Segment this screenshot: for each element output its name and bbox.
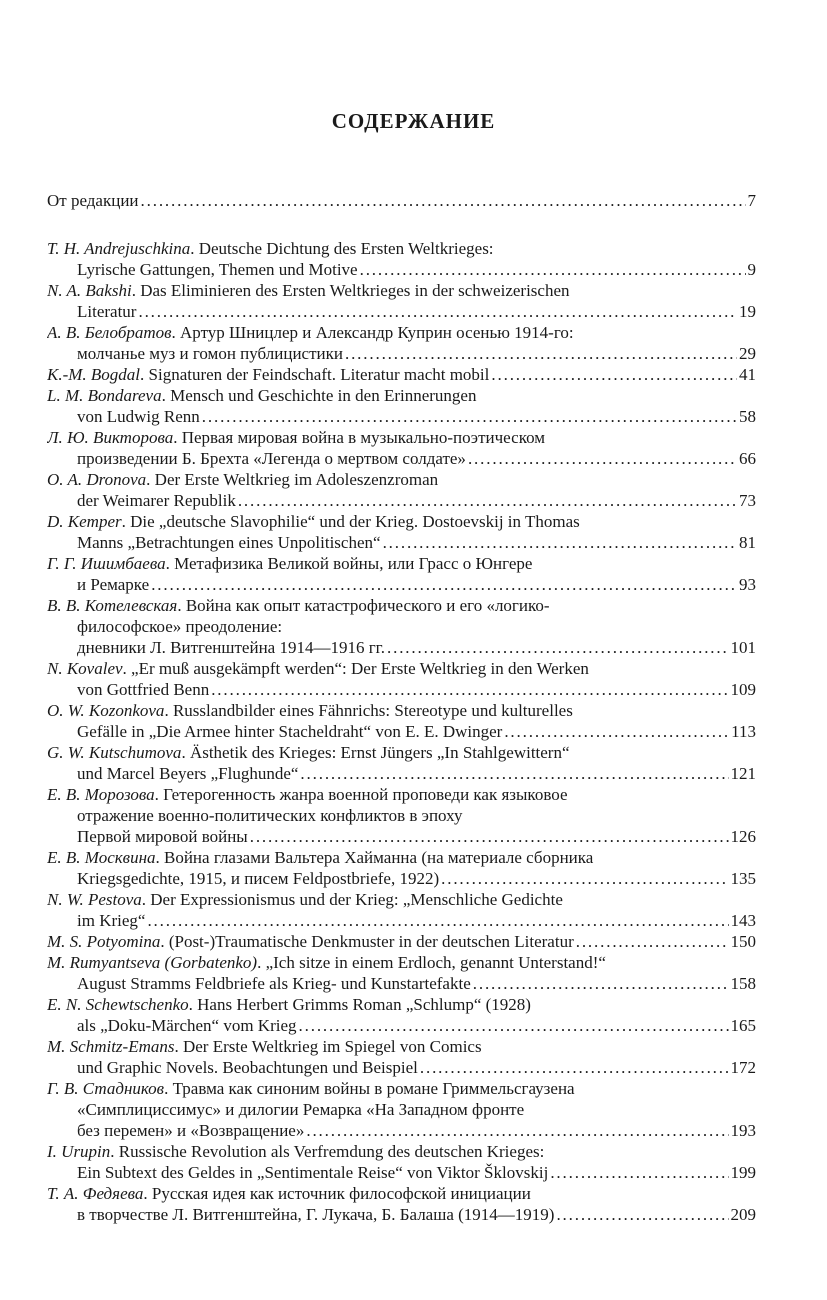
toc-page-number: 121: [730, 764, 756, 783]
toc-leader-dots: [491, 364, 737, 385]
toc-leader-dots: [306, 1120, 728, 1141]
toc-title-text: . Russische Revolution als Verfremdung des deutschen Krieges:: [110, 1142, 545, 1161]
toc-entry-line: [47, 427, 756, 448]
toc-entry-line: [47, 385, 756, 406]
toc-title-text: в творчестве Л. Витгенштейна, Г. Лукача, Б. Балаша (1914—1919): [77, 1205, 555, 1224]
toc-title-text: und Graphic Novels. Beobachtungen und Beispiel: [77, 1058, 418, 1077]
toc-author: T. H. Andrejuschkina: [47, 239, 191, 258]
toc-entry[interactable]: [47, 994, 756, 1036]
toc-title-text: . (Post-)Traumatische Denkmuster in der deutschen Literatur: [160, 932, 574, 951]
toc-entry-line: [47, 406, 756, 427]
toc-page-number: 101: [730, 638, 756, 657]
toc-author: O. A. Dronova: [47, 470, 147, 489]
toc-leader-dots: [147, 910, 728, 931]
toc-entry[interactable]: [47, 1078, 756, 1141]
toc-title-text: . Mensch und Geschichte in den Erinnerungen: [161, 386, 477, 405]
toc-title-text: . Гетерогенность жанра военной проповеди как языковое: [154, 785, 568, 804]
toc-entry-line: [47, 280, 756, 301]
toc-entry-line: [47, 1036, 756, 1057]
toc-entry-line: [47, 1078, 756, 1099]
toc-page-number: 9: [747, 260, 756, 279]
toc-entry-line: [47, 889, 756, 910]
toc-leader-dots: [299, 1015, 729, 1036]
toc-leader-dots: [473, 973, 729, 994]
toc-entry-line: [47, 1162, 756, 1183]
toc-author: N. A. Bakshi: [47, 281, 132, 300]
toc-entry-line: [47, 595, 756, 616]
toc-entry[interactable]: [47, 238, 756, 280]
toc-page-number: 58: [739, 407, 756, 426]
toc-entry[interactable]: [47, 322, 756, 364]
toc-author: M. Rumyantseva (Gorbatenko): [47, 953, 258, 972]
toc-leader-dots: [383, 532, 737, 553]
toc-page-number: 19: [739, 302, 756, 321]
toc-entry-line: [47, 259, 756, 280]
toc-entry[interactable]: [47, 1141, 756, 1183]
toc-title-text: . Артур Шницлер и Александр Куприн осенью 1914-го:: [171, 323, 574, 342]
toc-title-text: . Der Erste Weltkrieg im Adoleszenzroman: [146, 470, 439, 489]
toc-page-number: 93: [739, 575, 756, 594]
toc-leader-dots: [420, 1057, 729, 1078]
toc-page-number: 150: [730, 932, 756, 951]
toc-entry[interactable]: [47, 847, 756, 889]
toc-page-number: 7: [747, 191, 756, 210]
toc-leader-dots: [300, 763, 728, 784]
toc-title-text: . Русская идея как источник философской инициации: [143, 1184, 531, 1203]
toc-author: M. Schmitz-Emans: [47, 1037, 175, 1056]
toc-entry-line: [47, 679, 756, 700]
toc-title-text: der Weimarer Republik: [77, 491, 236, 510]
toc-entry-line: [47, 343, 756, 364]
toc-title-text: произведении Б. Брехта «Легенда о мертвом солдате»: [77, 449, 466, 468]
toc-leader-dots: [345, 343, 737, 364]
toc-title-text: von Gottfried Benn: [77, 680, 210, 699]
toc-page-number: 81: [739, 533, 756, 552]
toc-leader-dots: [441, 868, 728, 889]
toc-leader-dots: [576, 931, 729, 952]
toc-leader-dots: [550, 1162, 728, 1183]
toc-entry[interactable]: [47, 1183, 756, 1225]
toc-title-text: . Russlandbilder eines Fähnrichs: Stereotype und kulturelles: [164, 701, 573, 720]
toc-entry[interactable]: [47, 1036, 756, 1078]
toc-entry-line: [47, 511, 756, 532]
toc-page-number: 29: [739, 344, 756, 363]
toc-author: N. W. Pestova: [47, 890, 142, 909]
toc-title-text: Lyrische Gattungen, Themen und Motive: [77, 260, 358, 279]
toc-entry-line: [47, 1015, 756, 1036]
toc-author: L. M. Bondareva: [47, 386, 162, 405]
toc-entry-line: [47, 658, 756, 679]
toc-title-text: im Krieg“: [77, 911, 146, 930]
toc-entry[interactable]: [47, 511, 756, 553]
toc-page-number: 135: [730, 869, 756, 888]
toc-author: N. Kovalev: [47, 659, 123, 678]
toc-title-text: . Метафизика Великой войны, или Грасс о Юнгере: [165, 554, 533, 573]
toc-entry[interactable]: [47, 700, 756, 742]
toc-entry[interactable]: [47, 190, 756, 211]
toc-page-number: 66: [739, 449, 756, 468]
toc-entry-line: [47, 742, 756, 763]
toc-title-text: Ein Subtext des Geldes in „Sentimentale Reise“ von Viktor Šklovskij: [77, 1163, 549, 1182]
toc-title-text: молчанье муз и гомон публицистики: [77, 344, 343, 363]
toc-entry-line: [47, 301, 756, 322]
toc-author: А. В. Белобратов: [47, 323, 172, 342]
toc-leader-dots: [360, 259, 746, 280]
toc-title-text: . Война как опыт катастрофического и его «логико-: [177, 596, 550, 615]
toc-entry-line: [47, 847, 756, 868]
toc-title-text: и Ремарке: [77, 575, 150, 594]
toc-page-number: 126: [730, 827, 756, 846]
toc-page-number: 158: [730, 974, 756, 993]
toc-leader-dots: [151, 574, 737, 595]
toc-title-text: Manns „Betrachtungen eines Unpolitischen“: [77, 533, 381, 552]
toc-entry-line: [47, 637, 756, 658]
toc-entry-line: [47, 1120, 756, 1141]
toc-entry-line: [47, 910, 756, 931]
toc-entry-line: [47, 1204, 756, 1225]
toc-entry-line: [47, 784, 756, 805]
toc-page-number: 209: [730, 1205, 756, 1224]
toc-entry-line: [47, 190, 756, 211]
toc-entry[interactable]: [47, 553, 756, 595]
toc-entry[interactable]: [47, 784, 756, 847]
toc-entry-line: [47, 994, 756, 1015]
toc-entry[interactable]: [47, 658, 756, 700]
toc-title-text: отражение военно-политических конфликтов в эпоху: [77, 806, 463, 825]
toc-entry[interactable]: [47, 931, 756, 952]
toc-entry-line: [47, 532, 756, 553]
toc-author: Л. Ю. Викторова: [47, 428, 174, 447]
toc-entry-line: [47, 1183, 756, 1204]
toc-title-text: Gefälle in „Die Armee hinter Stacheldraht“ von E. E. Dwinger: [77, 722, 503, 741]
toc-list: [47, 190, 756, 1225]
toc-leader-dots: [250, 826, 729, 847]
toc-page-number: 165: [730, 1016, 756, 1035]
toc-title-text: Literatur: [77, 302, 137, 321]
toc-author: В. В. Котелевская: [47, 596, 178, 615]
toc-title-text: без перемен» и «Возвращение»: [77, 1121, 305, 1140]
toc-title-text: . Signaturen der Feindschaft. Literatur macht mobil: [140, 365, 490, 384]
toc-title-text: . Der Erste Weltkrieg im Spiegel von Comics: [174, 1037, 482, 1056]
toc-title-text: Первой мировой войны: [77, 827, 248, 846]
toc-entry[interactable]: [47, 595, 756, 658]
toc-author: Г. В. Стадников: [47, 1079, 165, 1098]
toc-title-text: August Stramms Feldbriefe als Krieg- und Kunstartefakte: [77, 974, 471, 993]
toc-entry-line: [47, 364, 756, 385]
toc-entry[interactable]: [47, 385, 756, 427]
toc-author: Т. А. Федяева: [47, 1184, 144, 1203]
toc-entry-line: [47, 763, 756, 784]
toc-page-number: 199: [730, 1163, 756, 1182]
toc-entry-line: [47, 805, 756, 826]
toc-title-text: . Первая мировая война в музыкально-поэтическом: [173, 428, 546, 447]
toc-title-text: . Deutsche Dichtung des Ersten Weltkrieges:: [190, 239, 494, 258]
toc-entry[interactable]: [47, 280, 756, 322]
toc-author: Е. В. Москвина: [47, 848, 156, 867]
toc-leader-dots: [211, 679, 728, 700]
toc-page-number: 109: [730, 680, 756, 699]
toc-entry-line: [47, 1141, 756, 1162]
toc-title-text: дневники Л. Витгенштейна 1914—1916 гг.: [77, 638, 385, 657]
toc-entry[interactable]: [47, 364, 756, 385]
toc-entry-line: [47, 721, 756, 742]
toc-page-number: 143: [730, 911, 756, 930]
toc-entry-line: [47, 238, 756, 259]
toc-leader-dots: [556, 1204, 728, 1225]
toc-entry[interactable]: [47, 469, 756, 511]
toc-title-text: . Ästhetik des Krieges: Ernst Jüngers „In Stahlgewittern“: [181, 743, 570, 762]
toc-entry-line: [47, 868, 756, 889]
toc-title-text: философское» преодоление:: [77, 617, 283, 636]
toc-author: M. S. Potyomina: [47, 932, 161, 951]
toc-author: E. N. Schewtschenko: [47, 995, 189, 1014]
toc-title-text: . Травма как синоним войны в романе Гриммельсгаузена: [164, 1079, 575, 1098]
toc-entry-line: [47, 931, 756, 952]
toc-leader-dots: [238, 490, 737, 511]
toc-leader-dots: [468, 448, 737, 469]
toc-entry-line: [47, 553, 756, 574]
toc-entry-line: [47, 1099, 756, 1120]
toc-page-number: 73: [739, 491, 756, 510]
toc-entry-line: [47, 490, 756, 511]
toc-title-text: Kriegsgedichte, 1915, и писем Feldpostbriefe, 1922): [77, 869, 440, 888]
toc-entry[interactable]: [47, 427, 756, 469]
toc-title-text: . „Er muß ausgekämpft werden“: Der Erste Weltkrieg in den Werken: [122, 659, 589, 678]
toc-author: D. Kemper: [47, 512, 122, 531]
toc-page-number: 172: [730, 1058, 756, 1077]
toc-title-text: . „Ich sitze in einem Erdloch, genannt Unterstand!“: [257, 953, 606, 972]
toc-entry-line: [47, 469, 756, 490]
toc-leader-dots: [387, 637, 729, 658]
toc-title-text: . Das Eliminieren des Ersten Weltkrieges in der schweizerischen: [131, 281, 570, 300]
toc-page-number: 41: [739, 365, 756, 384]
toc-author: Г. Г. Ишимбаева: [47, 554, 166, 573]
toc-entry[interactable]: [47, 889, 756, 931]
toc-entry-line: [47, 952, 756, 973]
toc-title-text: . Die „deutsche Slavophilie“ und der Krieg. Dostoevskij in Thomas: [121, 512, 580, 531]
toc-entry-line: [47, 448, 756, 469]
toc-leader-dots: [202, 406, 737, 427]
toc-leader-dots: [141, 190, 746, 211]
toc-entry-line: [47, 826, 756, 847]
toc-title-text: . Hans Herbert Grimms Roman „Schlump“ (1928): [188, 995, 531, 1014]
toc-page-number: 113: [731, 722, 756, 741]
toc-title-text: und Marcel Beyers „Flughunde“: [77, 764, 299, 783]
toc-title-text: . Война глазами Вальтера Хайманна (на материале сборника: [155, 848, 594, 867]
toc-page-number: 193: [730, 1121, 756, 1140]
toc-entry-line: [47, 973, 756, 994]
toc-title-text: «Симплициссимус» и дилогии Ремарка «На Западном фронте: [77, 1100, 525, 1119]
toc-entry-line: [47, 322, 756, 343]
toc-leader-dots: [504, 721, 729, 742]
toc-title-text: von Ludwig Renn: [77, 407, 200, 426]
toc-author: K.-M. Bogdal: [47, 365, 141, 384]
toc-title-text: als „Doku-Märchen“ vom Krieg: [77, 1016, 297, 1035]
toc-author: G. W. Kutschumova: [47, 743, 182, 762]
toc-leader-dots: [138, 301, 737, 322]
page-title: СОДЕРЖАНИЕ: [331, 109, 496, 133]
toc-entry[interactable]: [47, 952, 756, 994]
toc-title-text: . Der Expressionismus und der Krieg: „Menschliche Gedichte: [141, 890, 563, 909]
toc-entry-line: [47, 1057, 756, 1078]
toc-entry[interactable]: [47, 742, 756, 784]
toc-author: O. W. Kozonkova: [47, 701, 165, 720]
toc-entry-line: [47, 574, 756, 595]
toc-title-text: От редакции: [47, 191, 139, 210]
toc-author: I. Urupin: [47, 1142, 111, 1161]
toc-entry-line: [47, 616, 756, 637]
toc-author: Е. В. Морозова: [47, 785, 155, 804]
toc-entry-line: [47, 700, 756, 721]
